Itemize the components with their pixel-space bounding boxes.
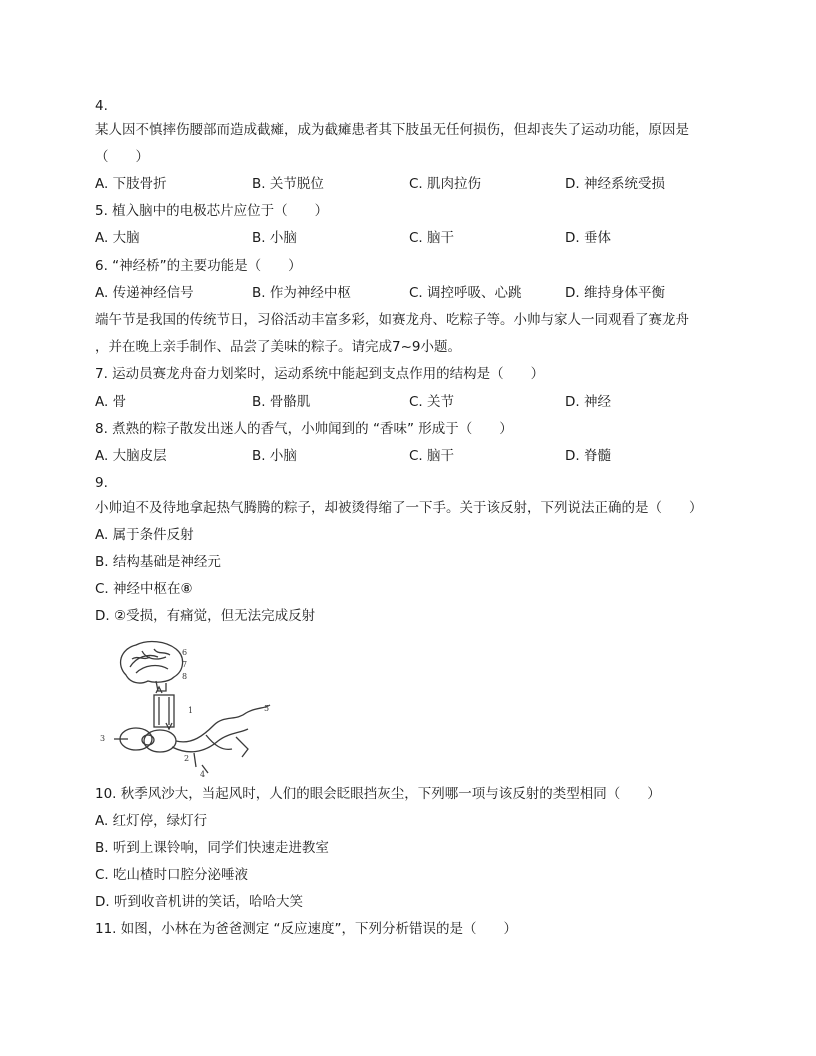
figure-label-4: 4 — [200, 770, 206, 779]
q9-number: 9. — [95, 475, 108, 491]
q5-option-c[interactable]: C. 脑干 — [409, 230, 455, 246]
figure-label-7: 7 — [182, 660, 188, 669]
q4-options — [95, 175, 735, 193]
q7-option-a[interactable]: A. 骨 — [95, 394, 127, 410]
brain-drawing — [121, 642, 183, 691]
figure-label-8: 8 — [182, 672, 188, 681]
q9-option-d[interactable]: D. ②受损，有痛觉，但无法完成反射 — [95, 608, 316, 624]
figure-label-6: 6 — [182, 648, 188, 657]
figure-label-2: 2 — [184, 754, 190, 763]
q10-stem: 10. 秋季风沙大，当起风时，人们的眼会眨眼挡灰尘，下列哪一项与该反射的类型相同（ ） — [95, 786, 661, 802]
passage-line-2: ，并在晚上亲手制作、品尝了美味的粽子。请完成7~9小题。 — [95, 339, 461, 355]
q6-option-a[interactable]: A. 传递神经信号 — [95, 285, 194, 301]
q6-stem: 6. “神经桥”的主要功能是（ ） — [95, 258, 302, 274]
q4-number: 4. — [95, 98, 108, 114]
q8-option-a[interactable]: A. 大脑皮层 — [95, 448, 167, 464]
q9-stem: 小帅迫不及待地拿起热气腾腾的粽子，却被烫得缩了一下手。关于该反射，下列说法正确的是（ ） — [95, 500, 703, 516]
q9-option-c[interactable]: C. 神经中枢在⑧ — [95, 581, 193, 597]
q8-options — [95, 447, 735, 465]
q8-option-d[interactable]: D. 脊髓 — [565, 448, 611, 464]
spinal-pathway — [114, 687, 270, 773]
q8-option-c[interactable]: C. 脑干 — [409, 448, 455, 464]
q6-option-d[interactable]: D. 维持身体平衡 — [565, 285, 665, 301]
q7-option-b[interactable]: B. 骨骼肌 — [252, 394, 311, 410]
q5-option-a[interactable]: A. 大脑 — [95, 230, 140, 246]
figure-label-5: 5 — [264, 704, 270, 713]
figure-label-3: 3 — [100, 734, 106, 743]
q11-stem: 11. 如图，小林在为爸爸测定 “反应速度”，下列分析错误的是（ ） — [95, 921, 518, 937]
q9-option-b[interactable]: B. 结构基础是神经元 — [95, 554, 221, 570]
passage-line-1: 端午节是我国的传统节日，习俗活动丰富多彩，如赛龙舟、吃粽子等。小帅与家人一同观看了赛龙舟 — [95, 312, 689, 328]
q6-option-b[interactable]: B. 作为神经中枢 — [252, 285, 351, 301]
q4-option-d[interactable]: D. 神经系统受损 — [565, 176, 665, 192]
q4-option-c[interactable]: C. 肌肉拉伤 — [409, 176, 482, 192]
q4-option-a[interactable]: A. 下肢骨折 — [95, 176, 167, 192]
spinal-cord-segment — [154, 695, 174, 727]
q4-blank: （ ） — [95, 149, 149, 165]
q10-option-d[interactable]: D. 听到收音机讲的笑话，哈哈大笑 — [95, 894, 303, 910]
q7-stem: 7. 运动员赛龙舟奋力划桨时，运动系统中能起到支点作用的结构是（ ） — [95, 366, 545, 382]
q7-option-d[interactable]: D. 神经 — [565, 394, 611, 410]
q5-option-d[interactable]: D. 垂体 — [565, 230, 611, 246]
q7-options — [95, 393, 735, 411]
q9-option-a[interactable]: A. 属于条件反射 — [95, 527, 194, 543]
q5-option-b[interactable]: B. 小脑 — [252, 230, 297, 246]
q5-stem: 5. 植入脑中的电极芯片应位于（ ） — [95, 203, 329, 219]
q8-stem: 8. 煮熟的粽子散发出迷人的香气，小帅闻到的 “香味” 形成于（ ） — [95, 421, 513, 437]
reflex-arc-figure — [96, 637, 278, 779]
figure-label-1: 1 — [188, 706, 194, 715]
q10-option-b[interactable]: B. 听到上课铃响，同学们快速走进教室 — [95, 840, 329, 856]
figure-labels — [100, 648, 269, 779]
q10-option-c[interactable]: C. 吃山楂时口腔分泌唾液 — [95, 867, 249, 883]
q7-option-c[interactable]: C. 关节 — [409, 394, 455, 410]
q4-option-b[interactable]: B. 关节脱位 — [252, 176, 324, 192]
q5-options — [95, 229, 735, 247]
q6-options — [95, 284, 735, 302]
q8-option-b[interactable]: B. 小脑 — [252, 448, 297, 464]
q6-option-c[interactable]: C. 调控呼吸、心跳 — [409, 285, 522, 301]
q10-option-a[interactable]: A. 红灯停，绿灯行 — [95, 813, 208, 829]
q4-stem: 某人因不慎摔伤腰部而造成截瘫，成为截瘫患者其下肢虽无任何损伤，但却丧失了运动功能，原因是 — [95, 122, 689, 138]
